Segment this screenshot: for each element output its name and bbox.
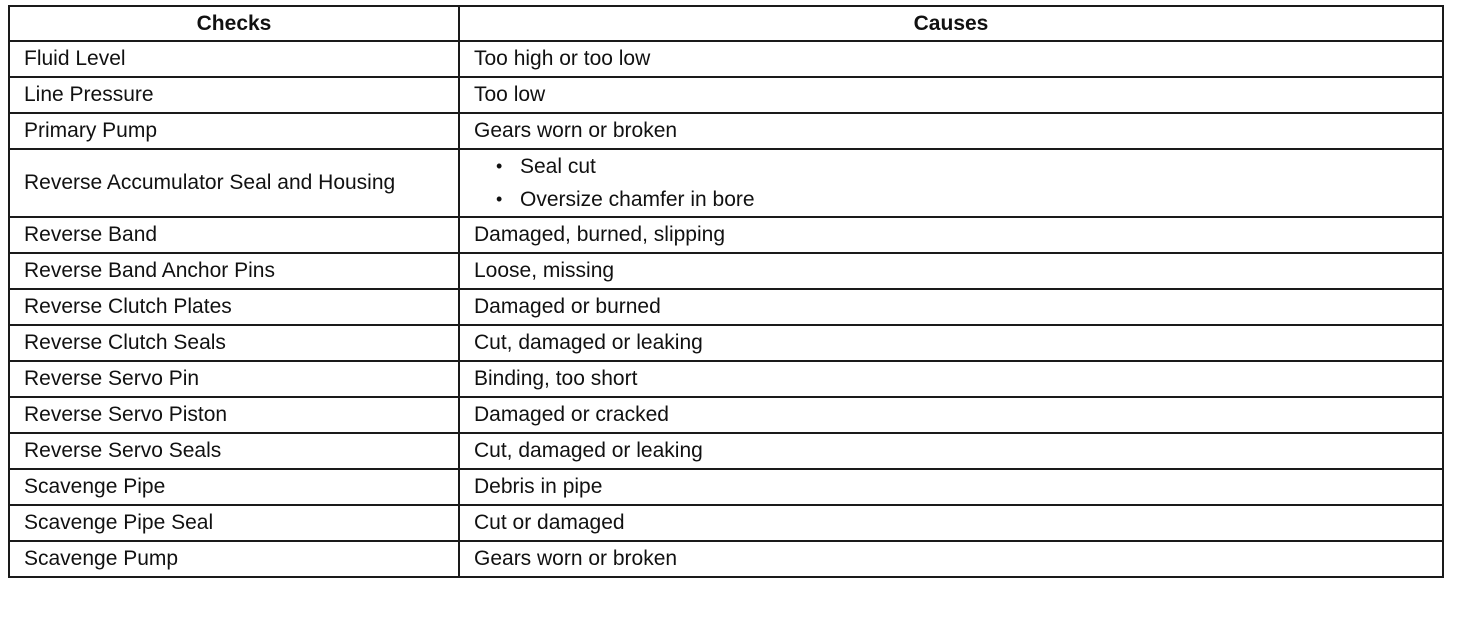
check-cell: Scavenge Pipe Seal <box>9 505 459 541</box>
table-row <box>9 505 1443 541</box>
cause-cell: Damaged, burned, slipping <box>459 217 1443 253</box>
check-cell: Reverse Servo Piston <box>9 397 459 433</box>
cause-cell: Damaged or burned <box>459 289 1443 325</box>
cause-bullet-list <box>474 150 1428 216</box>
check-cell: Fluid Level <box>9 41 459 77</box>
bullet-icon: • <box>496 156 503 176</box>
check-text: Reverse Accumulator Seal and Housing <box>24 171 396 194</box>
table-row <box>9 289 1443 325</box>
cause-bullet-text: Oversize chamfer in bore <box>520 188 755 211</box>
table-row <box>9 41 1443 77</box>
table-row <box>9 433 1443 469</box>
checks-causes-table <box>8 5 1444 578</box>
cause-bullet-item <box>496 183 1428 216</box>
table-row <box>9 253 1443 289</box>
cause-cell: Damaged or cracked <box>459 397 1443 433</box>
table-row <box>9 77 1443 113</box>
header-causes: Causes <box>459 6 1443 41</box>
cause-cell: Gears worn or broken <box>459 541 1443 577</box>
cause-cell: Cut or damaged <box>459 505 1443 541</box>
cause-cell: Loose, missing <box>459 253 1443 289</box>
table-row <box>9 397 1443 433</box>
header-checks: Checks <box>9 6 459 41</box>
cause-cell: Debris in pipe <box>459 469 1443 505</box>
table-row <box>9 217 1443 253</box>
bullet-icon: • <box>496 189 503 209</box>
check-cell: Primary Pump <box>9 113 459 149</box>
cause-cell: Too low <box>459 77 1443 113</box>
table-row <box>9 113 1443 149</box>
check-cell: Reverse Clutch Plates <box>9 289 459 325</box>
cause-cell: Gears worn or broken <box>459 113 1443 149</box>
cause-cell <box>459 149 1443 217</box>
check-cell: Scavenge Pump <box>9 541 459 577</box>
table-row <box>9 541 1443 577</box>
check-cell: Reverse Servo Pin <box>9 361 459 397</box>
table-header-row <box>9 6 1443 41</box>
table-row <box>9 325 1443 361</box>
check-cell: Line Pressure <box>9 77 459 113</box>
table-row <box>9 149 1443 217</box>
cause-cell: Cut, damaged or leaking <box>459 433 1443 469</box>
cause-bullet-item <box>496 150 1428 183</box>
cause-cell: Too high or too low <box>459 41 1443 77</box>
table-row <box>9 469 1443 505</box>
check-cell: Reverse Clutch Seals <box>9 325 459 361</box>
cause-cell: Binding, too short <box>459 361 1443 397</box>
check-cell: Reverse Band <box>9 217 459 253</box>
cause-bullet-text: Seal cut <box>520 155 596 178</box>
check-cell: Reverse Band Anchor Pins <box>9 253 459 289</box>
table-row <box>9 361 1443 397</box>
check-cell: Reverse Servo Seals <box>9 433 459 469</box>
check-cell <box>9 149 459 217</box>
cause-cell: Cut, damaged or leaking <box>459 325 1443 361</box>
check-cell: Scavenge Pipe <box>9 469 459 505</box>
